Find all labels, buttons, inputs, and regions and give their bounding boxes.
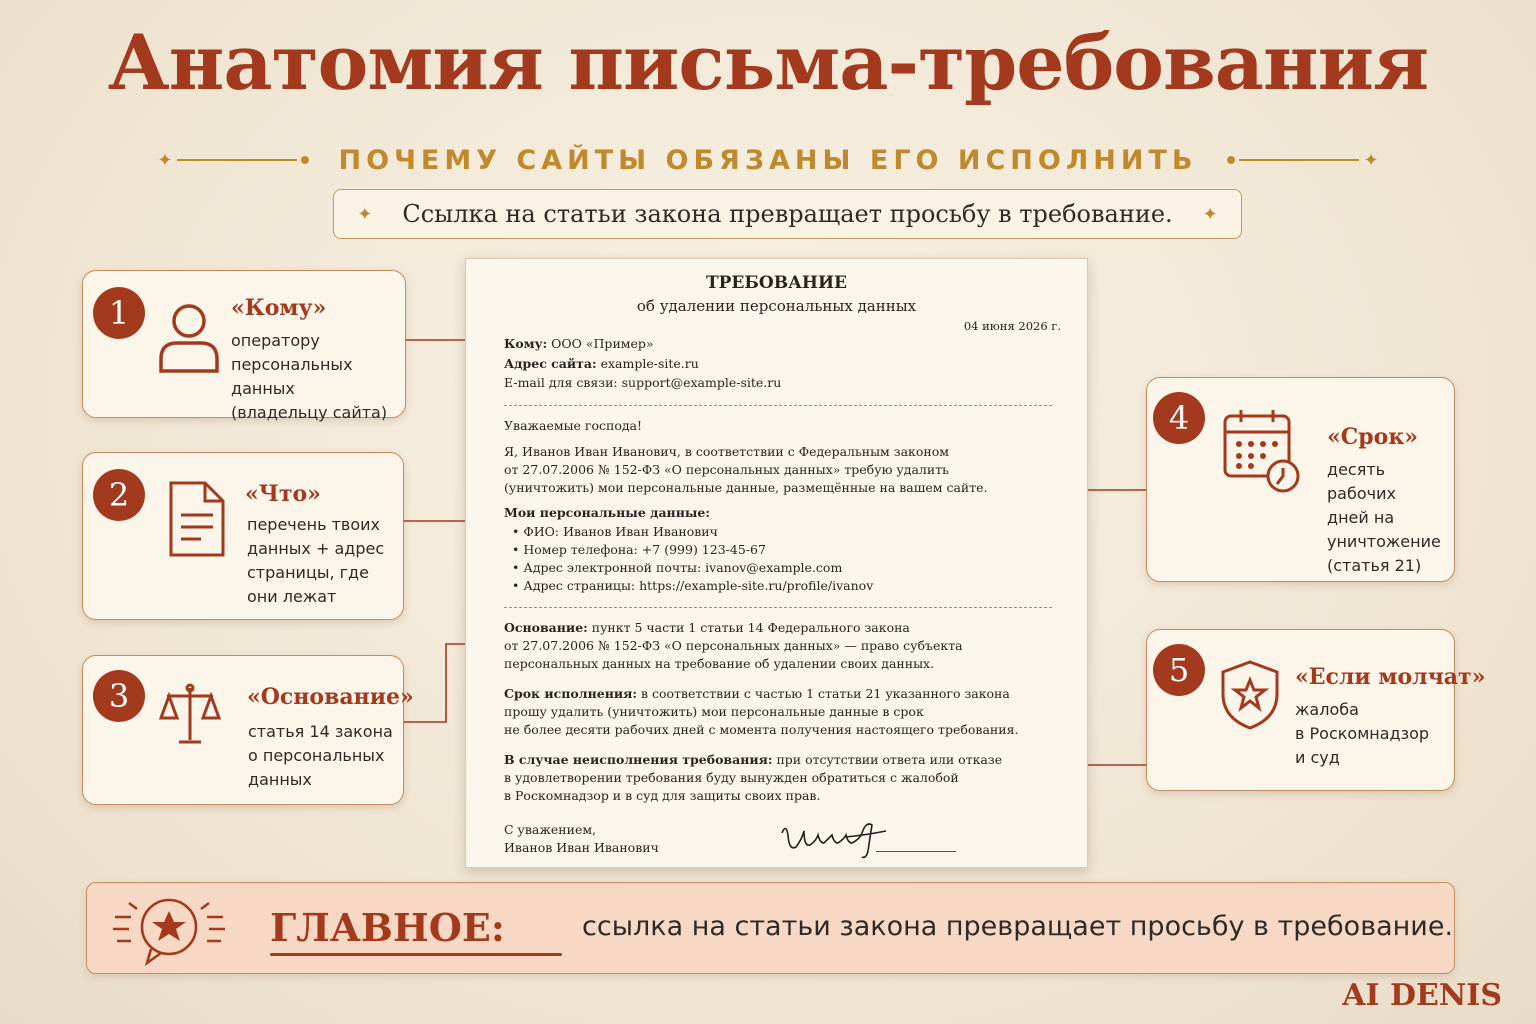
card-to (82, 270, 406, 422)
card-title: «Основание» (247, 684, 414, 710)
card-text: статья 14 закона о персональных данных (248, 722, 393, 789)
doc-data-item: • ФИО: Иванов Иван Иванович (512, 524, 718, 539)
card-what (82, 452, 404, 620)
doc-to: Кому: ООО «Пример» (504, 336, 654, 351)
step-number: 5 (1153, 644, 1205, 696)
ornament-left: ✦ (153, 150, 312, 171)
doc-body-line: Я, Иванов Иван Иванович, в соответствии с Федеральным законом (504, 444, 949, 459)
signature (776, 817, 896, 861)
card-title: «Срок» (1327, 424, 1418, 450)
doc-data-item: • Номер телефона: +7 (999) 123-45-67 (512, 542, 766, 557)
step-number: 2 (93, 469, 145, 521)
doc-fail-line: в Роскомнадзор и в суд для защиты своих прав. (504, 788, 821, 803)
tagline-text: Ссылка на статьи закона превращает просьбу в требование. (402, 200, 1173, 228)
doc-fail: В случае неисполнения требования: при отсутствии ответа или отказе (504, 752, 1003, 767)
doc-data-item: • Адрес электронной почты: ivanov@example.com (512, 560, 843, 575)
card-title: «Кому» (231, 295, 327, 321)
doc-term: Срок исполнения: в соответствии с частью 1 статьи 21 указанного закона (504, 686, 1010, 701)
doc-date: 04 июня 2026 г. (963, 319, 1061, 333)
main-text: ссылка на статьи закона превращает просьбу в требование. (582, 911, 1454, 942)
doc-greeting: Уважаемые господа! (504, 418, 643, 433)
step-number: 4 (1153, 392, 1205, 444)
doc-term-line: прошу удалить (уничтожить) мои персональные данные в срок (504, 704, 924, 719)
divider (504, 607, 1052, 608)
card-text: жалоба в Роскомнадзор и суд (1295, 700, 1430, 767)
main-takeaway (86, 882, 1455, 974)
doc-data-item: • Адрес страницы: https://example-site.ru/profile/ivanov (512, 578, 874, 593)
doc-email: E-mail для связи: support@example-site.ru (504, 375, 782, 390)
sparkle-icon: ✦ (357, 203, 373, 225)
step-number: 1 (93, 287, 145, 339)
divider (504, 405, 1052, 406)
doc-basis: Основание: пункт 5 части 1 статьи 14 Федерального закона (504, 620, 910, 635)
card-if-silent (1146, 629, 1486, 791)
doc-site: Адрес сайта: example-site.ru (504, 356, 699, 371)
main-underline (270, 953, 562, 956)
doc-body-line: от 27.07.2006 № 152-ФЗ «О персональных данных» требую удалить (504, 462, 949, 477)
subtitle: ПОЧЕМУ САЙТЫ ОБЯЗАНЫ ЕГО ИСПОЛНИТЬ (338, 144, 1198, 176)
signature-line (876, 851, 956, 852)
card-title: «Что» (245, 481, 321, 507)
doc-signer: Иванов Иван Иванович (504, 840, 659, 855)
doc-term-line: не более десяти рабочих дней с момента получения настоящего требования. (504, 722, 1019, 737)
doc-body-line: (уничтожить) мои персональные данные, размещённые на вашем сайте. (504, 480, 988, 495)
card-basis (82, 655, 414, 805)
step-number: 3 (93, 670, 145, 722)
doc-basis-line: от 27.07.2006 № 152-ФЗ «О персональных данных» — право субъекта (504, 638, 963, 653)
card-text: десять рабочих дней на уничтожение (статья 21) (1327, 460, 1441, 575)
card-term (1146, 377, 1455, 582)
star-badge-icon (109, 889, 229, 969)
doc-subtitle: об удалении персональных данных (636, 297, 917, 315)
page-title: Анатомия письма-требования (107, 18, 1429, 107)
doc-basis-line: персональных данных на требование об удалении своих данных. (504, 656, 935, 671)
doc-fail-line: в удовлетворении требования буду вынужден обратиться с жалобой (504, 770, 959, 785)
card-text: оператору персональных данных (владельцу сайта) (231, 331, 388, 422)
doc-closing: С уважением, (504, 822, 597, 837)
brand-logo: AI DENIS (1342, 978, 1502, 1013)
main-label: ГЛАВНОЕ: (270, 905, 505, 950)
doc-title: ТРЕБОВАНИЕ (705, 273, 848, 293)
ornament-right: ✦ (1223, 150, 1382, 171)
card-title: «Если молчат» (1295, 664, 1486, 690)
calendar-clock-icon (1221, 406, 1303, 496)
demand-letter (465, 258, 1088, 868)
doc-data-label: Мои персональные данные: (504, 505, 710, 520)
sparkle-icon: ✦ (1202, 203, 1218, 225)
scales-icon (159, 682, 221, 748)
shield-star-icon (1219, 658, 1281, 732)
document-icon (167, 479, 227, 559)
person-icon (157, 301, 221, 373)
card-text: перечень твоих данных + адрес страницы, где они лежат (247, 515, 385, 606)
